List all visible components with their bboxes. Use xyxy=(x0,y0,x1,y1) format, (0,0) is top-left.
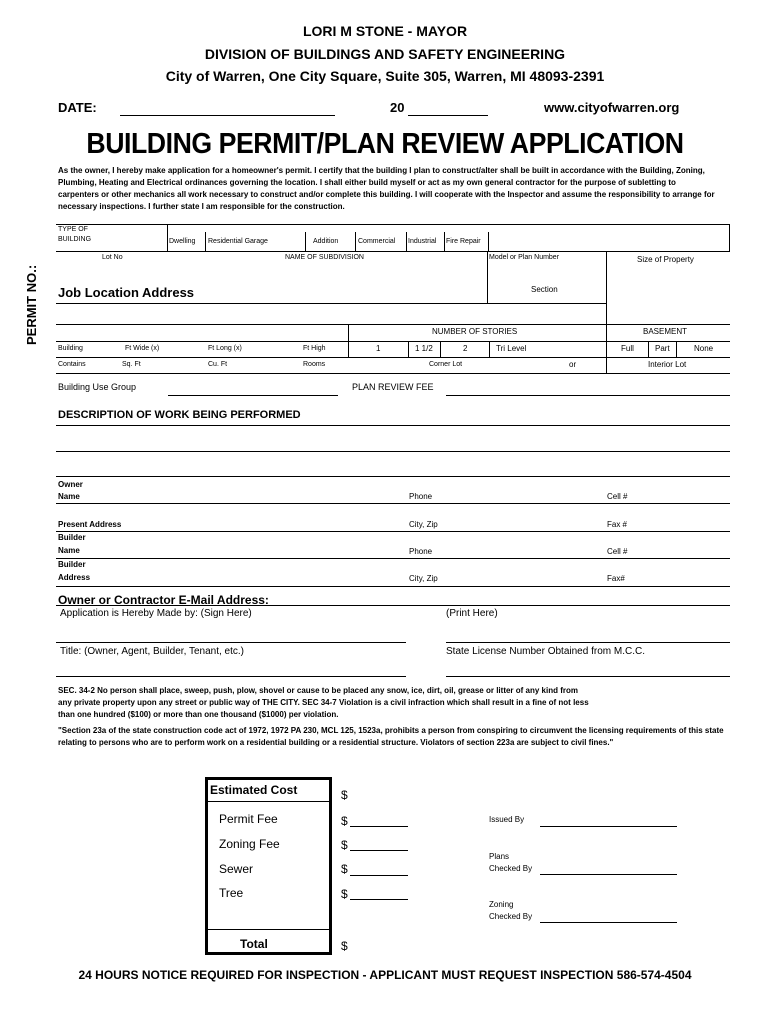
estimated-cost-dollar: $ xyxy=(341,788,348,802)
section-label: Section xyxy=(531,285,558,294)
date-input[interactable] xyxy=(120,115,335,116)
print-name-input[interactable] xyxy=(446,642,730,643)
description-label: DESCRIPTION OF WORK BEING PERFORMED xyxy=(58,409,301,421)
builder-address-label: Address xyxy=(58,573,91,582)
type-label-1: TYPE OF xyxy=(58,226,88,233)
fire-repair-option[interactable]: Fire Repair xyxy=(446,238,481,245)
builder-city-zip-label: City, Zip xyxy=(409,574,438,583)
permit-fee-label: Permit Fee xyxy=(219,812,278,826)
builder-label: Builder xyxy=(58,533,86,542)
sec-34-2-notice: SEC. 34-2 No person shall place, sweep, push, plow, shovel or cause to be placed any snow, ice, dirt, oil, grease or litter of any kind from any private property upon any street or public way of THE CITY. SEC 34-7 Violation is a civil infraction which shall result in a fine of not less than one hundred ($100) or more than one thousand ($1000) per violation. xyxy=(58,686,589,719)
owner-name-label: Name xyxy=(58,492,80,501)
industrial-option[interactable]: Industrial xyxy=(408,238,437,245)
sign-here-label: Application is Hereby Made by: (Sign Here) xyxy=(60,608,252,619)
commercial-option[interactable]: Commercial xyxy=(358,238,396,245)
builder-fax-label: Fax# xyxy=(607,574,625,583)
size-label: Size of Property xyxy=(637,255,694,264)
address-line: City of Warren, One City Square, Suite 305, Warren, MI 48093-2391 xyxy=(165,68,605,84)
sewer-label: Sewer xyxy=(219,862,254,876)
zoning-fee-dollar: $ xyxy=(341,838,348,852)
builder-cell-label: Cell # xyxy=(607,547,628,556)
plan-review-fee-label: PLAN REVIEW FEE xyxy=(352,382,434,392)
year-prefix: 20 xyxy=(390,100,405,115)
tree-input[interactable] xyxy=(350,899,408,900)
sewer-dollar: $ xyxy=(341,862,348,876)
print-here-label: (Print Here) xyxy=(446,608,498,619)
zoning-checked-by-input[interactable] xyxy=(540,922,677,923)
dwelling-option[interactable]: Dwelling xyxy=(169,238,196,245)
owner-city-zip-label: City, Zip xyxy=(409,520,438,529)
date-label: DATE: xyxy=(58,100,97,115)
stories-2-option[interactable]: 2 xyxy=(463,344,468,353)
owner-cell-label: Cell # xyxy=(607,492,628,501)
stories-1-half-option[interactable]: 1 1/2 xyxy=(415,344,433,353)
owner-fax-label: Fax # xyxy=(607,520,628,529)
zoning-fee-label: Zoning Fee xyxy=(219,837,280,851)
type-label-2: BUILDING xyxy=(58,236,92,243)
permit-no-label: PERMIT NO.: xyxy=(24,264,39,345)
description-line-2[interactable] xyxy=(56,476,730,477)
corner-lot-option[interactable]: Corner Lot xyxy=(429,361,463,368)
year-input[interactable] xyxy=(408,115,488,116)
zoning-checked-by-label: Checked By xyxy=(489,912,533,921)
or-label: or xyxy=(569,360,577,369)
present-address-label: Present Address xyxy=(58,520,122,529)
ft-long-label: Ft Long (x) xyxy=(208,345,242,352)
tree-dollar: $ xyxy=(341,887,348,901)
builder-label-2: Builder xyxy=(58,560,86,569)
email-label: Owner or Contractor E-Mail Address: xyxy=(58,593,269,607)
tri-level-option[interactable]: Tri Level xyxy=(496,344,527,353)
model-label: Model or Plan Number xyxy=(489,254,560,261)
sq-ft-label: Sq. Ft xyxy=(122,361,141,368)
plans-checked-by-label: Checked By xyxy=(489,864,533,873)
mayor-line: LORI M STONE - MAYOR xyxy=(302,23,468,39)
total-dollar: $ xyxy=(341,939,348,953)
permit-fee-input[interactable] xyxy=(350,826,408,827)
division-line: DIVISION OF BUILDINGS AND SAFETY ENGINEERING xyxy=(204,46,566,62)
building-label: Building xyxy=(58,345,83,352)
basement-none-option[interactable]: None xyxy=(694,344,714,353)
license-label: State License Number Obtained from M.C.C. xyxy=(446,646,645,657)
plans-checked-by-input[interactable] xyxy=(540,874,677,875)
use-group-input[interactable] xyxy=(168,395,338,396)
interior-lot-option[interactable]: Interior Lot xyxy=(648,360,687,369)
sec-23a-notice: "Section 23a of the state construction code act of 1972, 1972 PA 230, MCL 125, 1523a, prohibits a person from conspiring to circumvent the licensing requirements of this state relating to persons who are to perform work on a residential building or a residential structure. Violators of section 223a are subject to civil fines." xyxy=(58,726,724,747)
total-label: Total xyxy=(240,937,268,951)
title-input[interactable] xyxy=(56,676,406,677)
owner-label: Owner xyxy=(58,480,83,489)
description-line-1[interactable] xyxy=(56,451,730,452)
title-label: Title: (Owner, Agent, Builder, Tenant, etc.) xyxy=(60,646,244,657)
owner-phone-label: Phone xyxy=(409,492,433,501)
contains-label: Contains xyxy=(58,361,86,368)
cu-ft-label: Cu. Ft xyxy=(208,361,228,368)
intro-paragraph: As the owner, I hereby make application for a homeowner's permit. I certify that the building I plan to construct/alter shall be built in accordance with the Building, Zoning, Plumbing, Heating and Electrical ordinances governing the location. I shall either build myself or act as my own general contractor for the purpose of subletting to carpenters or other mechanics all work necessary to construct and/or complete this building. I will cooperate with the Inspector and assume the responsibility to arrange for necessary inspections. I further state I am responsible for the construction. xyxy=(58,166,715,211)
stories-1-option[interactable]: 1 xyxy=(376,344,381,353)
tree-label: Tree xyxy=(219,886,244,900)
use-group-label: Building Use Group xyxy=(58,382,137,392)
builder-name-label: Name xyxy=(58,546,80,555)
ft-wide-label: Ft Wide (x) xyxy=(125,345,160,352)
plan-review-fee-input[interactable] xyxy=(446,395,730,396)
job-location-label: Job Location Address xyxy=(58,285,195,300)
plans-label: Plans xyxy=(489,852,510,861)
issued-by-label: Issued By xyxy=(489,815,525,824)
page-title: BUILDING PERMIT/PLAN REVIEW APPLICATION xyxy=(86,128,684,160)
subdivision-label: NAME OF SUBDIVISION xyxy=(285,254,364,261)
website-link[interactable]: www.cityofwarren.org xyxy=(544,100,680,115)
permit-fee-dollar: $ xyxy=(341,814,348,828)
builder-phone-label: Phone xyxy=(409,547,433,556)
basement-part-option[interactable]: Part xyxy=(655,344,670,353)
rooms-label: Rooms xyxy=(303,361,326,368)
ft-high-label: Ft High xyxy=(303,345,326,352)
sewer-input[interactable] xyxy=(350,875,408,876)
residential-garage-option[interactable]: Residential Garage xyxy=(208,238,268,245)
basement-full-option[interactable]: Full xyxy=(621,344,634,353)
zoning-fee-input[interactable] xyxy=(350,850,408,851)
addition-option[interactable]: Addition xyxy=(313,238,339,245)
zoning-label: Zoning xyxy=(489,900,514,909)
lot-no-label: Lot No xyxy=(102,254,123,261)
issued-by-input[interactable] xyxy=(540,826,677,827)
basement-header: BASEMENT xyxy=(643,327,688,336)
estimated-cost-label: Estimated Cost xyxy=(210,783,298,797)
signature-input[interactable] xyxy=(56,642,406,643)
license-input[interactable] xyxy=(446,676,730,677)
inspection-footer: 24 HOURS NOTICE REQUIRED FOR INSPECTION - APPLICANT MUST REQUEST INSPECTION 586-574-4504 xyxy=(78,968,692,982)
stories-header: NUMBER OF STORIES xyxy=(432,327,518,336)
